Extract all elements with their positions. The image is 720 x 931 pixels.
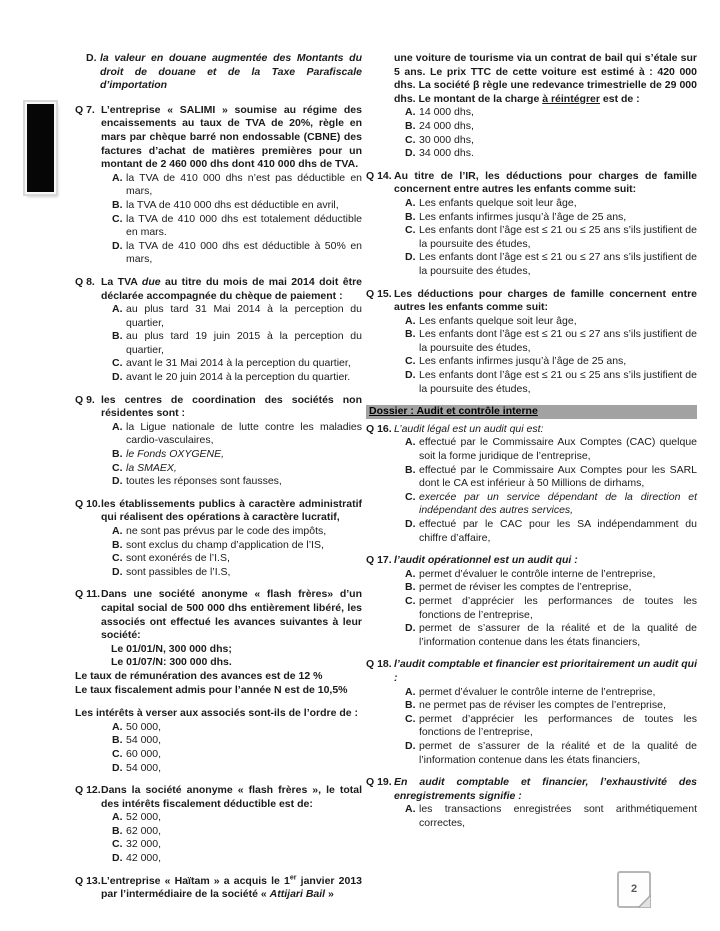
- option-item: [394, 147, 697, 161]
- option-label: C.: [112, 212, 123, 225]
- option-label: D.: [112, 761, 123, 774]
- question-stem: [101, 498, 362, 525]
- text-segment: La TVA: [101, 275, 142, 288]
- option-label: B.: [405, 581, 416, 594]
- text-segment: 62 000,: [126, 824, 162, 837]
- text-segment: er: [289, 874, 297, 882]
- option-label: D.: [112, 371, 123, 384]
- question-stem: [101, 588, 362, 642]
- text-segment: permet de s’assurer de la réalité et de la qualité de l’information contenue dans les états financiers,: [419, 739, 697, 766]
- question-stem: [394, 288, 697, 315]
- option-item: [394, 491, 697, 518]
- question-block: [366, 658, 697, 767]
- text-segment: avant le 31 Mai 2014 à la perception du quartier,: [126, 357, 351, 370]
- text-segment: Les enfants infirmes jusqu’à l’âge de 25 ans,: [419, 210, 627, 223]
- text-segment: L’entreprise « SALIMI » soumise au régime des encaissements au taux de TVA de 20%, règle en mars par chèque barré non endossable (CBNE) des factures d’achat de matières premières pour un montant de 2 460 000 dhs dont 410 000 dhs de TVA.: [101, 103, 362, 171]
- text-segment: la TVA de 410 000 dhs n’est pas déductible en mars,: [126, 171, 362, 198]
- text-segment: due: [141, 275, 161, 288]
- text-segment: L’audit légal est un audit qui est:: [394, 422, 544, 435]
- question-label: Q 9.: [75, 393, 95, 406]
- text-segment: sont exonérés de l’I.S,: [126, 552, 230, 565]
- text-segment: la Ligue nationale de lutte contre les maladies cardio-vasculaires,: [126, 420, 362, 447]
- option-label: D.: [112, 565, 123, 578]
- option-label: A.: [405, 803, 416, 816]
- text-segment: 54 000,: [126, 761, 162, 774]
- option-item: [101, 448, 362, 462]
- right-column: [366, 52, 697, 839]
- text-segment: Les enfants dont l’âge est ≤ 21 ou ≤ 27 ans s’ils justifient de la poursuite des études,: [419, 328, 697, 354]
- option-label: D.: [86, 52, 97, 64]
- option-label: B.: [405, 119, 416, 132]
- option-item: [394, 803, 697, 830]
- option-label: D.: [112, 475, 123, 488]
- question-block: [75, 498, 362, 580]
- question-stem: [394, 776, 697, 803]
- left-column: [75, 52, 362, 911]
- option-label: D.: [405, 518, 416, 530]
- question-label: Q 8.: [75, 275, 95, 288]
- text-segment: les établissements publics à caractère administratif qui réalisent des opérations à caractère lucratif,: [101, 497, 362, 524]
- option-label: D.: [112, 852, 123, 865]
- option-item: [394, 518, 697, 545]
- option-label: D.: [405, 147, 416, 160]
- option-label: C.: [112, 357, 123, 370]
- text-segment: effectué par le Commissaire Aux Comptes (CAC) quelque soit la forme juridique de l’entreprise,: [419, 436, 697, 463]
- text-segment: Attijari Bail: [269, 888, 326, 901]
- text-segment: la TVA de 410 000 dhs est déductible en avril,: [126, 198, 339, 211]
- option-label: B.: [112, 330, 123, 343]
- question-stem: [394, 170, 697, 197]
- option-item: [101, 199, 362, 213]
- option-label: B.: [112, 538, 123, 551]
- option-item: [101, 811, 362, 825]
- question-block: [75, 588, 362, 775]
- option-item: [101, 357, 362, 371]
- question-stem: [394, 658, 697, 685]
- question-block: [75, 784, 362, 866]
- text-segment: Le 01/01/N, 300 000 dhs;: [111, 642, 232, 655]
- option-label: D.: [405, 622, 416, 635]
- text-segment: l’audit opérationnel est un audit qui :: [394, 554, 578, 567]
- text-segment: Au titre de l’IR, les déductions pour charges de famille concernent entre autres les enfants comme suit:: [394, 169, 697, 196]
- text-segment: Les enfants quelque soit leur âge,: [419, 314, 577, 327]
- question-label: Q 10.: [75, 497, 101, 510]
- text-segment: est de :: [599, 92, 640, 105]
- option-item: [394, 134, 697, 148]
- option-item: [394, 224, 697, 251]
- text-segment: 50 000,: [126, 720, 162, 733]
- option-label: C.: [112, 552, 123, 565]
- text-segment: janvier 2013 par l’intermédiaire de la société «: [101, 874, 363, 901]
- option-label: C.: [405, 490, 416, 503]
- option-item: [394, 713, 697, 740]
- text-segment: Dans la société anonyme « flash frères », le total des intérêts fiscalement déductible est de:: [101, 784, 362, 810]
- option-label: C.: [405, 594, 416, 607]
- text-segment: Les enfants dont l’âge est ≤ 21 ou ≤ 25 ans s’ils justifient de la poursuite des études,: [419, 224, 697, 250]
- text-segment: avant le 20 juin 2014 à la perception du quartier.: [126, 371, 351, 384]
- question-subline: [75, 707, 362, 721]
- option-item: [394, 369, 697, 396]
- text-segment: permet de s’assurer de la réalité et de la qualité de l’information contenue dans les états financiers,: [419, 622, 697, 648]
- option-item: [101, 566, 362, 580]
- question-stem: [394, 52, 697, 106]
- dossier-section-bar: [366, 405, 697, 419]
- question-block: [366, 554, 697, 649]
- option-item: [394, 251, 697, 278]
- text-segment: Dans une société anonyme « flash frères» d’un capital social de 500 000 dhs entièrement libéré, les associés ont effectué les avances suivantes à leur société:: [101, 588, 362, 642]
- text-segment: une voiture de tourisme via un contrat de bail qui s’étale sur 5 ans. Le prix TTC de cette voiture est estimé à : 420 000 dhs. La société β règle une redevance trimestrielle de 29 000 dhs. Le montant de la charge: [394, 52, 697, 105]
- text-segment: le Fonds OXYGENE,: [126, 448, 225, 461]
- option-item: [101, 462, 362, 476]
- text-segment: 54 000,: [126, 734, 162, 747]
- option-item: [101, 552, 362, 566]
- text-segment: L’entreprise « Haïtam » a acquis le 1: [101, 874, 290, 887]
- text-segment: 42 000,: [126, 852, 162, 865]
- option-label: A.: [405, 436, 416, 449]
- option-label: A.: [405, 567, 416, 580]
- option-label: C.: [405, 133, 416, 146]
- text-segment: au plus tard 19 juin 2015 à la perception du quartier,: [126, 330, 362, 356]
- option-item: [101, 852, 362, 866]
- option-item: [394, 686, 697, 700]
- option-item: [101, 371, 362, 385]
- text-segment: Les enfants dont l’âge est ≤ 21 ou ≤ 27 ans s’ils justifient de la poursuite des études,: [419, 251, 697, 277]
- option-item: [394, 106, 697, 120]
- question-block: [75, 394, 362, 489]
- text-segment: sont passibles de l’I.S,: [126, 565, 231, 578]
- question-label: Q 12.: [75, 784, 101, 797]
- option-label: B.: [112, 824, 123, 837]
- question-stem: [101, 784, 362, 811]
- text-segment: à réintégrer: [542, 92, 600, 105]
- text-segment: les transactions enregistrées sont arithmétiquement correctes,: [419, 803, 697, 829]
- text-segment: au titre du mois de mai 2014 doit être déclarée accompagnée du chèque de paiement :: [101, 275, 362, 302]
- text-segment: exercée par un service dépendant de la direction et indépendant des autres services,: [419, 490, 697, 517]
- option-label: B.: [405, 463, 416, 476]
- option-item: [394, 568, 697, 582]
- option-label: A.: [112, 303, 123, 316]
- question-label: Q 19.: [366, 776, 392, 789]
- dossier-section-title: Dossier : Audit et contrôle interne: [369, 405, 538, 418]
- question-label: Q 15.: [366, 287, 392, 300]
- question-label: Q 16.: [366, 422, 392, 435]
- option-label: D.: [405, 251, 416, 264]
- question-block: [75, 276, 362, 385]
- option-item: [394, 464, 697, 491]
- text-segment: l’audit comptable et financier est prioritairement un audit qui :: [394, 658, 697, 684]
- text-segment: Le taux fiscalement admis pour l’année N est de 10,5%: [75, 683, 348, 696]
- option-label: A.: [112, 171, 123, 184]
- option-label: D.: [112, 239, 123, 252]
- question-subline: [111, 643, 362, 657]
- text-segment: au plus tard 31 Mai 2014 à la perception du quartier,: [126, 303, 362, 329]
- question-block: [366, 423, 697, 545]
- option-item: [101, 748, 362, 762]
- option-label: B.: [112, 448, 123, 461]
- question-stem: [101, 276, 362, 303]
- text-segment: 24 000 dhs,: [419, 119, 474, 132]
- option-item: [75, 52, 362, 93]
- option-item: [101, 539, 362, 553]
- text-segment: 30 000 dhs,: [419, 133, 474, 146]
- option-label: A.: [405, 685, 416, 698]
- page-corner-fold-icon: [638, 895, 651, 908]
- question-label: Q 14.: [366, 169, 392, 182]
- question-block: [75, 104, 362, 267]
- text-segment: 32 000,: [126, 838, 162, 851]
- option-label: A.: [112, 720, 123, 733]
- option-item: [101, 838, 362, 852]
- option-item: [101, 762, 362, 776]
- option-label: D.: [405, 369, 416, 382]
- option-item: [101, 421, 362, 448]
- text-segment: toutes les réponses sont fausses,: [126, 475, 282, 488]
- option-item: [101, 303, 362, 330]
- text-segment: la TVA de 410 000 dhs est totalement déductible en mars.: [126, 212, 362, 239]
- text-segment: permet d’évaluer le contrôle interne de l’entreprise,: [419, 685, 656, 698]
- option-label: C.: [112, 838, 123, 851]
- option-item: [101, 475, 362, 489]
- question-stem: [394, 554, 697, 568]
- text-segment: 60 000,: [126, 747, 162, 760]
- option-item: [394, 211, 697, 225]
- question-label: Q 11.: [75, 588, 101, 601]
- text-segment: permet de réviser les comptes de l’entreprise,: [419, 581, 632, 594]
- question-block: [75, 875, 362, 902]
- option-item: [394, 436, 697, 463]
- text-segment: Le taux de rémunération des avances est de 12 %: [75, 669, 323, 682]
- option-label: C.: [112, 747, 123, 760]
- text-segment: permet d’évaluer le contrôle interne de l’entreprise,: [419, 567, 656, 580]
- option-item: [101, 734, 362, 748]
- option-label: A.: [405, 196, 416, 209]
- option-item: [394, 120, 697, 134]
- text-segment: les centres de coordination des sociétés non résidentes sont :: [101, 393, 362, 420]
- question-label: Q 17.: [366, 554, 392, 567]
- option-label: B.: [405, 328, 416, 341]
- option-label: B.: [112, 198, 123, 211]
- question-stem: [101, 875, 362, 902]
- redaction-mark: [25, 102, 56, 194]
- question-block: [366, 170, 697, 279]
- text-segment: En audit comptable et financier, l’exhaustivité des enregistrements signifie :: [394, 776, 697, 802]
- text-segment: la SMAEX,: [126, 461, 177, 474]
- option-item: [101, 213, 362, 240]
- option-label: C.: [112, 461, 123, 474]
- question-stem: [101, 394, 362, 421]
- question-label: Q 7.: [75, 103, 95, 116]
- option-item: [394, 581, 697, 595]
- option-item: [394, 355, 697, 369]
- option-label: A.: [405, 106, 416, 119]
- question-stem: [101, 104, 362, 172]
- option-item: [394, 315, 697, 329]
- question-block: [366, 288, 697, 397]
- option-item: [394, 595, 697, 622]
- text-segment: Les déductions pour charges de famille concernent entre autres les enfants comme suit:: [394, 287, 697, 314]
- option-label: A.: [112, 811, 123, 824]
- question-continuation: [366, 52, 697, 161]
- option-item: [394, 699, 697, 713]
- page-number-badge: [617, 871, 651, 908]
- option-item: [394, 740, 697, 767]
- option-item: [101, 172, 362, 199]
- question-label: Q 13.: [75, 874, 101, 887]
- page-number: 2: [630, 882, 638, 895]
- option-label: C.: [405, 712, 416, 725]
- text-segment: 14 000 dhs,: [419, 106, 474, 119]
- option-label: B.: [112, 734, 123, 747]
- option-label: C.: [405, 355, 416, 368]
- text-segment: Les intérêts à verser aux associés sont-ils de l’ordre de :: [75, 707, 359, 720]
- question-subline: [75, 684, 362, 698]
- option-item: [394, 328, 697, 355]
- question-subline: [75, 670, 362, 684]
- question-block: [366, 776, 697, 830]
- text-segment: ne permet pas de réviser les comptes de l’entreprise,: [419, 699, 666, 712]
- option-label: A.: [405, 314, 416, 327]
- text-segment: »: [325, 888, 334, 901]
- option-label: A.: [112, 525, 123, 537]
- option-item: [394, 197, 697, 211]
- option-label: C.: [405, 224, 416, 237]
- option-item: [101, 240, 362, 267]
- option-item: [101, 825, 362, 839]
- text-segment: 34 000 dhs.: [419, 147, 474, 160]
- question-stem: [394, 423, 697, 437]
- option-item: [394, 622, 697, 649]
- text-segment: la valeur en douane augmentée des Montants du droit de douane et de la Taxe Parafiscale d’importation: [100, 52, 362, 92]
- question-label: Q 18.: [366, 658, 392, 671]
- text-segment: la TVA de 410 000 dhs est déductible à 50% en mars,: [126, 239, 362, 266]
- text-segment: Les enfants dont l’âge est ≤ 21 ou ≤ 25 ans s’ils justifient de la poursuite des études,: [419, 369, 697, 395]
- option-item: [101, 721, 362, 735]
- option-label: A.: [112, 420, 123, 433]
- option-item: [101, 525, 362, 539]
- option-label: B.: [405, 699, 416, 712]
- question-subline: [111, 656, 362, 670]
- option-item: [101, 330, 362, 357]
- text-segment: Les enfants infirmes jusqu’à l’âge de 25 ans,: [419, 355, 627, 368]
- text-segment: ne sont pas prévus par le code des impôts,: [126, 525, 327, 537]
- option-label: D.: [405, 739, 416, 752]
- text-segment: permet d’apprécier les performances de toutes les fonctions de l’entreprise,: [419, 712, 697, 739]
- text-segment: effectué par le CAC pour les SA indépendamment du chiffre d’affaire,: [419, 518, 697, 544]
- text-segment: Le 01/07/N: 300 000 dhs.: [111, 656, 232, 669]
- text-segment: effectué par le Commissaire Aux Comptes pour les SARL dont le CA est inférieur à 50 Millions de dirhams,: [419, 463, 697, 490]
- text-segment: permet d’apprécier les performances de toutes les fonctions de l’entreprise,: [419, 594, 697, 621]
- option-label: B.: [405, 210, 416, 223]
- text-segment: 52 000,: [126, 811, 162, 824]
- text-segment: sont exclus du champ d’application de l’IS,: [126, 538, 324, 551]
- text-segment: Les enfants quelque soit leur âge,: [419, 196, 577, 209]
